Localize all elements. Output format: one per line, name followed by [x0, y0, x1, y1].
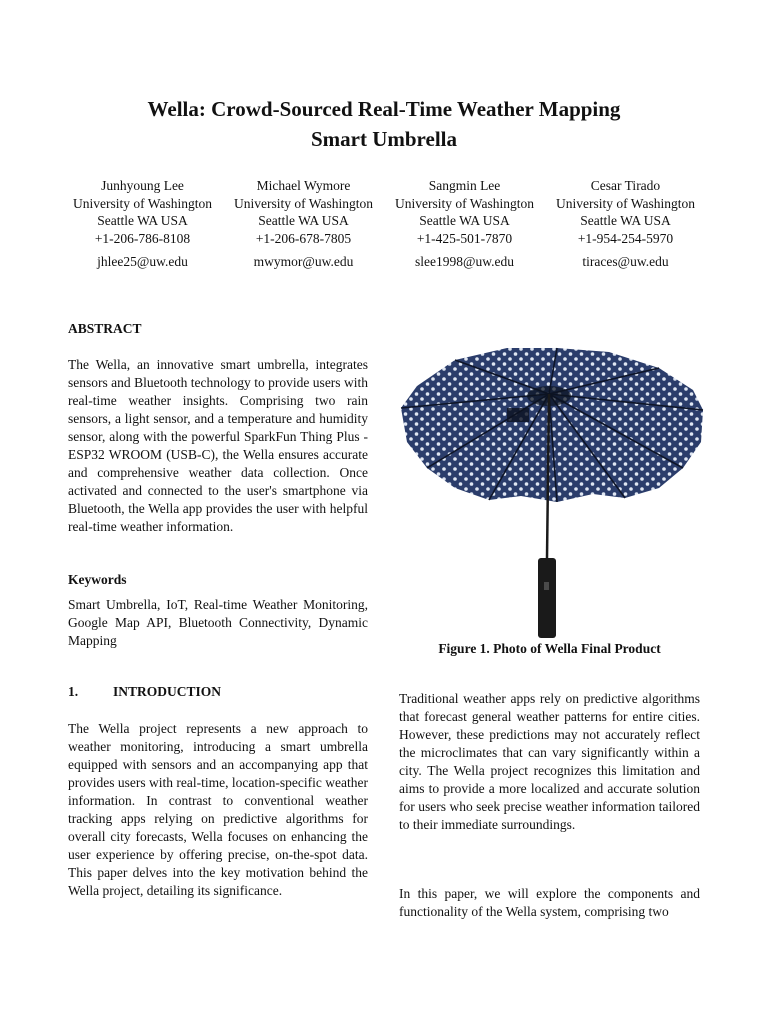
introduction-heading	[68, 683, 368, 701]
right-paragraph-1: Traditional weather apps rely on predictive algorithms that forecast general weather patterns for entire cities. However, these predictions may not accurately reflect the microclimates that can vary significantly within a city. The Wella project recognizes this limitation and aims to provide a more localized and accurate solution for users who seek precise weather information tailored to their immediate surroundings.	[399, 691, 700, 832]
author-1	[62, 177, 223, 271]
introduction-paragraph: The Wella project represents a new approach to weather monitoring, introducing a smart umbrella equipped with sensors and an accompanying app that provides users with real-time, location-specific weather information. In contrast to conventional weather tracking apps relying on predictive algorithms for overall city forecasts, Wella focuses on enhancing the user experience by offering precise, on-the-spot data. This paper delves into the key motivation behind the Wella project, detailing its significance.	[68, 721, 368, 898]
author-affiliation: University of Washington	[395, 195, 534, 211]
author-block	[62, 177, 706, 271]
abstract-body: The Wella, an innovative smart umbrella, integrates sensors and Bluetooth technology to provide users with real-time weather insights. Comprising two rain sensors, a light sensor, and a temperature and humidity sensor, along with the powerful SparkFun Thing Plus - ESP32 WROOM (USB-C), the Wella ensures accurate and comprehensive weather data collection. Once activated and connected to the user's smartphone via Bluetooth, the Wella app provides the user with helpful real-time weather information.	[68, 357, 368, 534]
author-phone: +1-954-254-5970	[577, 230, 674, 246]
author-location: Seattle WA USA	[419, 213, 510, 228]
umbrella-handle	[538, 558, 556, 638]
right-paragraph-2: In this paper, we will explore the components and functionality of the Wella system, comprising two	[399, 886, 700, 919]
author-phone: +1-206-678-7805	[255, 230, 352, 246]
figure-caption: Figure 1. Photo of Wella Final Product	[438, 641, 661, 656]
umbrella-photo	[397, 346, 705, 638]
author-4	[545, 177, 706, 271]
author-location: Seattle WA USA	[97, 213, 188, 228]
author-location: Seattle WA USA	[580, 213, 671, 228]
author-location: Seattle WA USA	[258, 213, 349, 228]
keywords-heading: Keywords	[68, 572, 127, 587]
author-3	[384, 177, 545, 271]
umbrella-figure	[397, 346, 705, 638]
author-phone: +1-425-501-7870	[416, 230, 513, 246]
author-name: Sangmin Lee	[428, 178, 501, 193]
author-email: tiraces@uw.edu	[582, 254, 669, 269]
paper-title	[0, 94, 768, 154]
author-affiliation: University of Washington	[234, 195, 373, 211]
author-affiliation: University of Washington	[556, 195, 695, 211]
section-number: 1.	[68, 684, 79, 699]
author-name: Cesar Tirado	[590, 178, 661, 193]
author-name: Michael Wymore	[256, 178, 351, 193]
author-email: mwymor@uw.edu	[253, 254, 354, 269]
author-name: Junhyoung Lee	[101, 178, 184, 193]
keywords-body: Smart Umbrella, IoT, Real-time Weather Monitoring, Google Map API, Bluetooth Connectivity, Dynamic Mapping	[68, 597, 368, 648]
title-line-1: Wella: Crowd-Sourced Real-Time Weather Mapping	[147, 97, 621, 121]
abstract-heading: ABSTRACT	[68, 321, 142, 336]
author-2	[223, 177, 384, 271]
title-line-2: Smart Umbrella	[310, 127, 457, 151]
author-email: slee1998@uw.edu	[415, 254, 514, 269]
author-affiliation: University of Washington	[73, 195, 212, 211]
author-email: jhlee25@uw.edu	[97, 254, 188, 269]
section-title: INTRODUCTION	[113, 684, 222, 699]
author-phone: +1-206-786-8108	[94, 230, 191, 246]
